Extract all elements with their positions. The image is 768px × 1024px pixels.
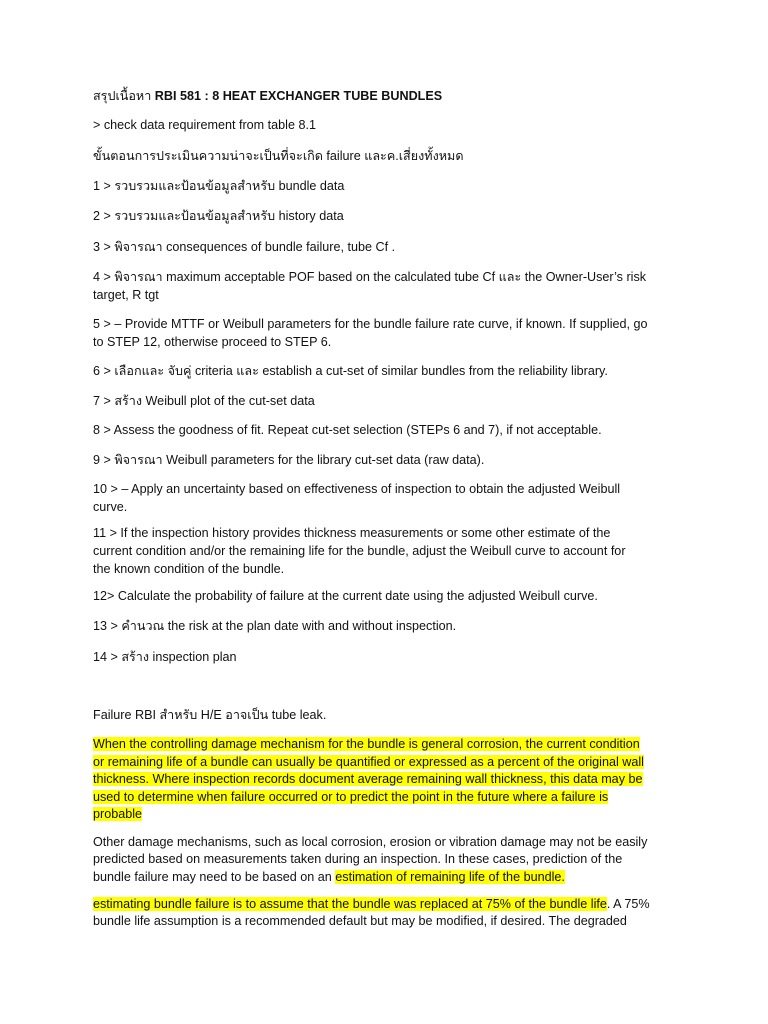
step-8: 8 > Assess the goodness of fit. Repeat cut-set selection (STEPs 6 and 7), if not acceptable.	[93, 423, 602, 437]
plain-text: . A 75%	[606, 897, 650, 911]
step-10-line-1: 10 > – Apply an uncertainty based on effectiveness of inspection to obtain the adjusted Weibull	[93, 482, 621, 496]
paragraph-2-line-1: Other damage mechanisms, such as local corrosion, erosion or vibration damage may not be easily	[93, 835, 648, 849]
step-13: 13 > คำนวณ the risk at the plan date with and without inspection.	[93, 619, 457, 633]
intro-line: ขั้นตอนการประเมินความน่าจะเป็นที่จะเกิด failure และค.เสี่ยงทั้งหมด	[93, 149, 464, 163]
step-4-line-2: target, R tgt	[93, 288, 159, 302]
plain-text: bundle failure may need to be based on an	[93, 870, 336, 884]
step-7: 7 > สร้าง Weibull plot of the cut-set data	[93, 394, 315, 408]
step-3: 3 > พิจารณา consequences of bundle failure, tube Cf .	[93, 240, 396, 254]
step-12: 12> Calculate the probability of failure at the current date using the adjusted Weibull curve.	[93, 589, 598, 603]
title-thai-prefix: สรุปเนื้อหา	[93, 89, 155, 103]
document-title	[93, 88, 683, 106]
step-11-line-2: current condition and/or the remaining life for the bundle, adjust the Weibull curve to account for	[93, 544, 626, 558]
step-11-line-1: 11 > If the inspection history provides thickness measurements or some other estimate of the	[93, 526, 611, 540]
step-5-line-1: 5 > – Provide MTTF or Weibull parameters for the bundle failure rate curve, if known. If supplied, go	[93, 317, 648, 331]
paragraph-1-line-2	[93, 754, 683, 772]
paragraph-2-line-3	[93, 869, 683, 887]
step-14: 14 > สร้าง inspection plan	[93, 650, 237, 664]
highlighted-text: used to determine when failure occurred or to predict the point in the future where a failure is	[93, 790, 609, 804]
step-6: 6 > เลือกและ จับคู่ criteria และ establish a cut-set of similar bundles from the reliability library.	[93, 364, 608, 378]
highlighted-text: estimating bundle failure is to assume that the bundle was replaced at 75% of the bundle life	[93, 897, 607, 911]
failure-rbi-line: Failure RBI สำหรับ H/E อาจเป็น tube leak.	[93, 708, 327, 722]
paragraph-2-line-2: predicted based on measurements taken during an inspection. In these cases, prediction of the	[93, 852, 623, 866]
highlighted-text: When the controlling damage mechanism for the bundle is general corrosion, the current condition	[93, 737, 640, 751]
highlighted-text: or remaining life of a bundle can usually be quantified or expressed as a percent of the original wall	[93, 755, 644, 769]
step-2: 2 > รวบรวมและป้อนข้อมูลสำหรับ history data	[93, 209, 344, 223]
check-data-line: > check data requirement from table 8.1	[93, 118, 316, 132]
paragraph-1-line-1	[93, 736, 683, 754]
step-1: 1 > รวบรวมและป้อนข้อมูลสำหรับ bundle data	[93, 179, 345, 193]
step-10-line-2: curve.	[93, 500, 128, 514]
paragraph-3-line-1	[93, 896, 683, 914]
title-main: RBI 581 : 8 HEAT EXCHANGER TUBE BUNDLES	[154, 89, 443, 103]
highlighted-text: probable	[93, 807, 143, 821]
step-4-line-1: 4 > พิจารณา maximum acceptable POF based on the calculated tube Cf และ the Owner-User’s risk	[93, 270, 647, 284]
paragraph-1-line-5	[93, 806, 683, 824]
highlighted-text: thickness. Where inspection records document average remaining wall thickness, this data may be	[93, 772, 643, 786]
paragraph-1-line-3	[93, 771, 683, 789]
step-11-line-3: the known condition of the bundle.	[93, 562, 285, 576]
step-9: 9 > พิจารณา Weibull parameters for the library cut-set data (raw data).	[93, 453, 485, 467]
paragraph-1-line-4	[93, 789, 683, 807]
paragraph-3-line-2: bundle life assumption is a recommended default but may be modified, if desired. The degraded	[93, 914, 627, 928]
highlighted-text: estimation of remaining life of the bundle.	[335, 870, 565, 884]
step-5-line-2: to STEP 12, otherwise proceed to STEP 6.	[93, 335, 332, 349]
